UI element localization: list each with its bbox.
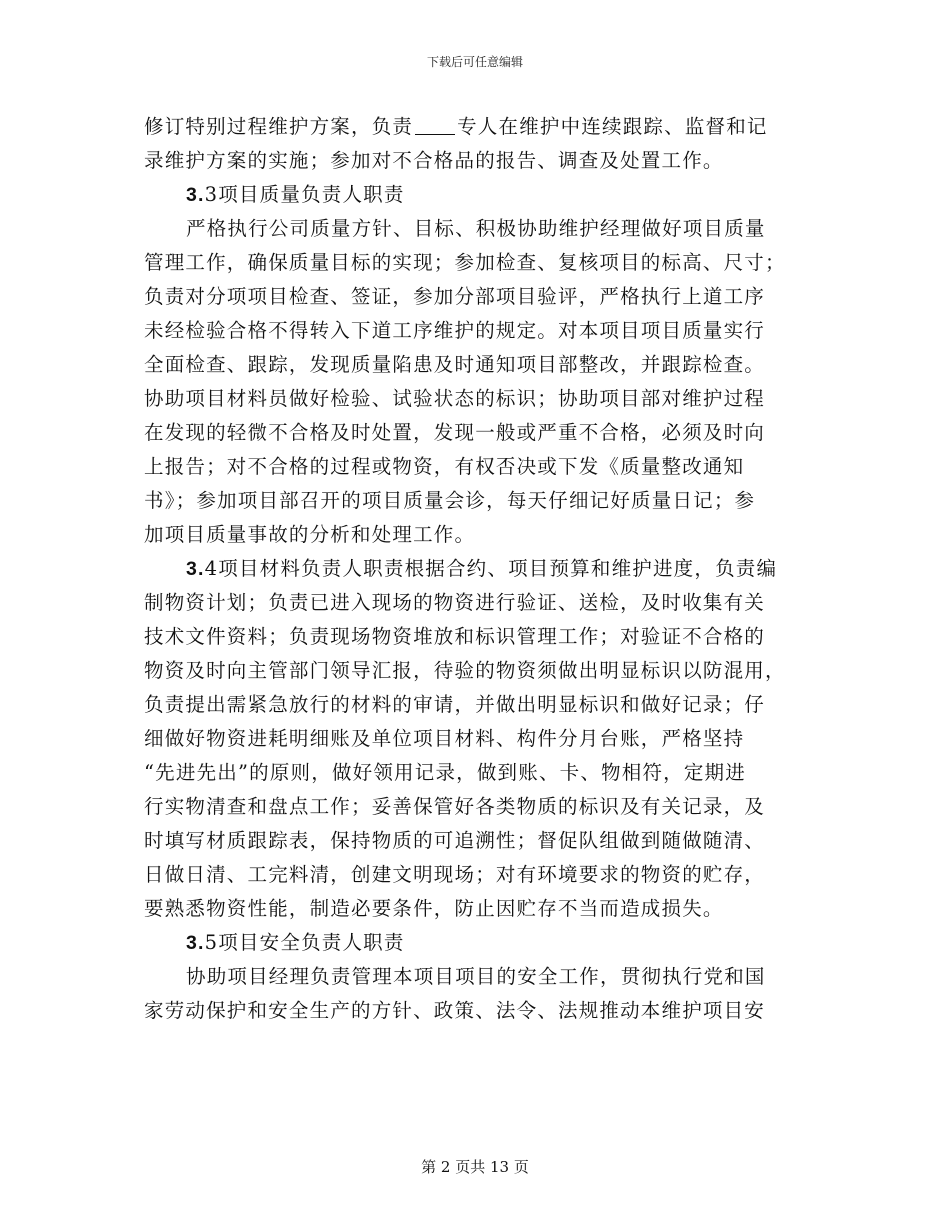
section-heading-3-4 bbox=[144, 552, 812, 586]
section-text: 4项目材料负责人职责根据合约、项目预算和维护进度，负责编 bbox=[204, 557, 778, 580]
text-line: 制物资计划；负责已进入现场的物资进行验证、送检，及时收集有关 bbox=[144, 591, 766, 614]
text-segment: 修订特别过程维护方案，负责 bbox=[144, 115, 414, 138]
section-title: 3项目质量负责人职责 bbox=[204, 183, 405, 206]
text-line bbox=[144, 110, 812, 144]
text-line: 细做好物资进耗明细账及单位项目材料、构件分月台账，严格坚持 bbox=[144, 727, 745, 750]
blank-underline bbox=[415, 116, 455, 135]
text-segment: 专人在维护中连续跟踪、监督和记 bbox=[457, 115, 768, 138]
text-line: 书》；参加项目部召开的项目质量会诊，每天仔细记好质量日记；参 bbox=[144, 489, 756, 512]
text-line: 日做日清、工完料清，创建文明现场；对有环境要求的物资的贮存， bbox=[144, 863, 766, 886]
text-line: 协助项目经理负责管理本项目项目的安全工作，贯彻执行党和国 bbox=[186, 965, 766, 988]
text-line: 在发现的轻微不合格及时处置，发现一般或严重不合格，必须及时向 bbox=[144, 421, 766, 444]
text-line: 录维护方案的实施；参加对不合格品的报告、调查及处置工作。 bbox=[144, 149, 724, 172]
text-line: 技术文件资料；负责现场物资堆放和标识管理工作；对验证不合格的 bbox=[144, 625, 766, 648]
text-line: “先进先出”的原则，做好领用记录，做到账、卡、物相符，定期进 bbox=[144, 761, 746, 784]
text-line: 家劳动保护和安全生产的方针、政策、法令、法规推动本维护项目安 bbox=[144, 999, 766, 1022]
document-body bbox=[144, 110, 812, 1028]
text-line: 物资及时向主管部门领导汇报，待验的物资须做出明显标识以防混用， bbox=[144, 659, 786, 682]
text-line: 负责对分项项目检查、签证，参加分部项目验评，严格执行上道工序 bbox=[144, 285, 766, 308]
page-header: 下载后可任意编辑 bbox=[426, 55, 523, 69]
text-line: 协助项目材料员做好检验、试验状态的标识；协助项目部对维护过程 bbox=[144, 387, 766, 410]
section-number: 3. bbox=[186, 932, 205, 954]
text-line: 未经检验合格不得转入下道工序维护的规定。对本项目项目质量实行 bbox=[144, 319, 766, 342]
text-line: 管理工作，确保质量目标的实现；参加检查、复核项目的标高、尺寸； bbox=[144, 251, 786, 274]
section-title: 5项目安全负责人职责 bbox=[204, 931, 405, 954]
section-number: 3. bbox=[186, 184, 205, 206]
text-line: 加项目质量事故的分析和处理工作。 bbox=[144, 523, 476, 546]
text-line: 要熟悉物资性能，制造必要条件，防止因贮存不当而造成损失。 bbox=[144, 897, 724, 920]
text-line: 负责提出需紧急放行的材料的审请，并做出明显标识和做好记录；仔 bbox=[144, 693, 766, 716]
section-heading-3-5 bbox=[144, 926, 812, 960]
text-line: 全面检查、跟踪，发现质量陷患及时通知项目部整改，并跟踪检查。 bbox=[144, 353, 766, 376]
section-heading-3-3 bbox=[144, 178, 812, 212]
section-number: 3. bbox=[186, 558, 205, 580]
text-line: 上报告；对不合格的过程或物资，有权否决或下发《质量整改通知 bbox=[144, 455, 745, 478]
text-line: 时填写材质跟踪表，保持物质的可追溯性；督促队组做到随做随清、 bbox=[144, 829, 766, 852]
page-footer: 第 2 页共 13 页 bbox=[421, 1158, 529, 1176]
text-line: 行实物清查和盘点工作；妥善保管好各类物质的标识及有关记录，及 bbox=[144, 795, 766, 818]
text-line: 严格执行公司质量方针、目标、积极协助维护经理做好项目质量 bbox=[186, 217, 766, 240]
